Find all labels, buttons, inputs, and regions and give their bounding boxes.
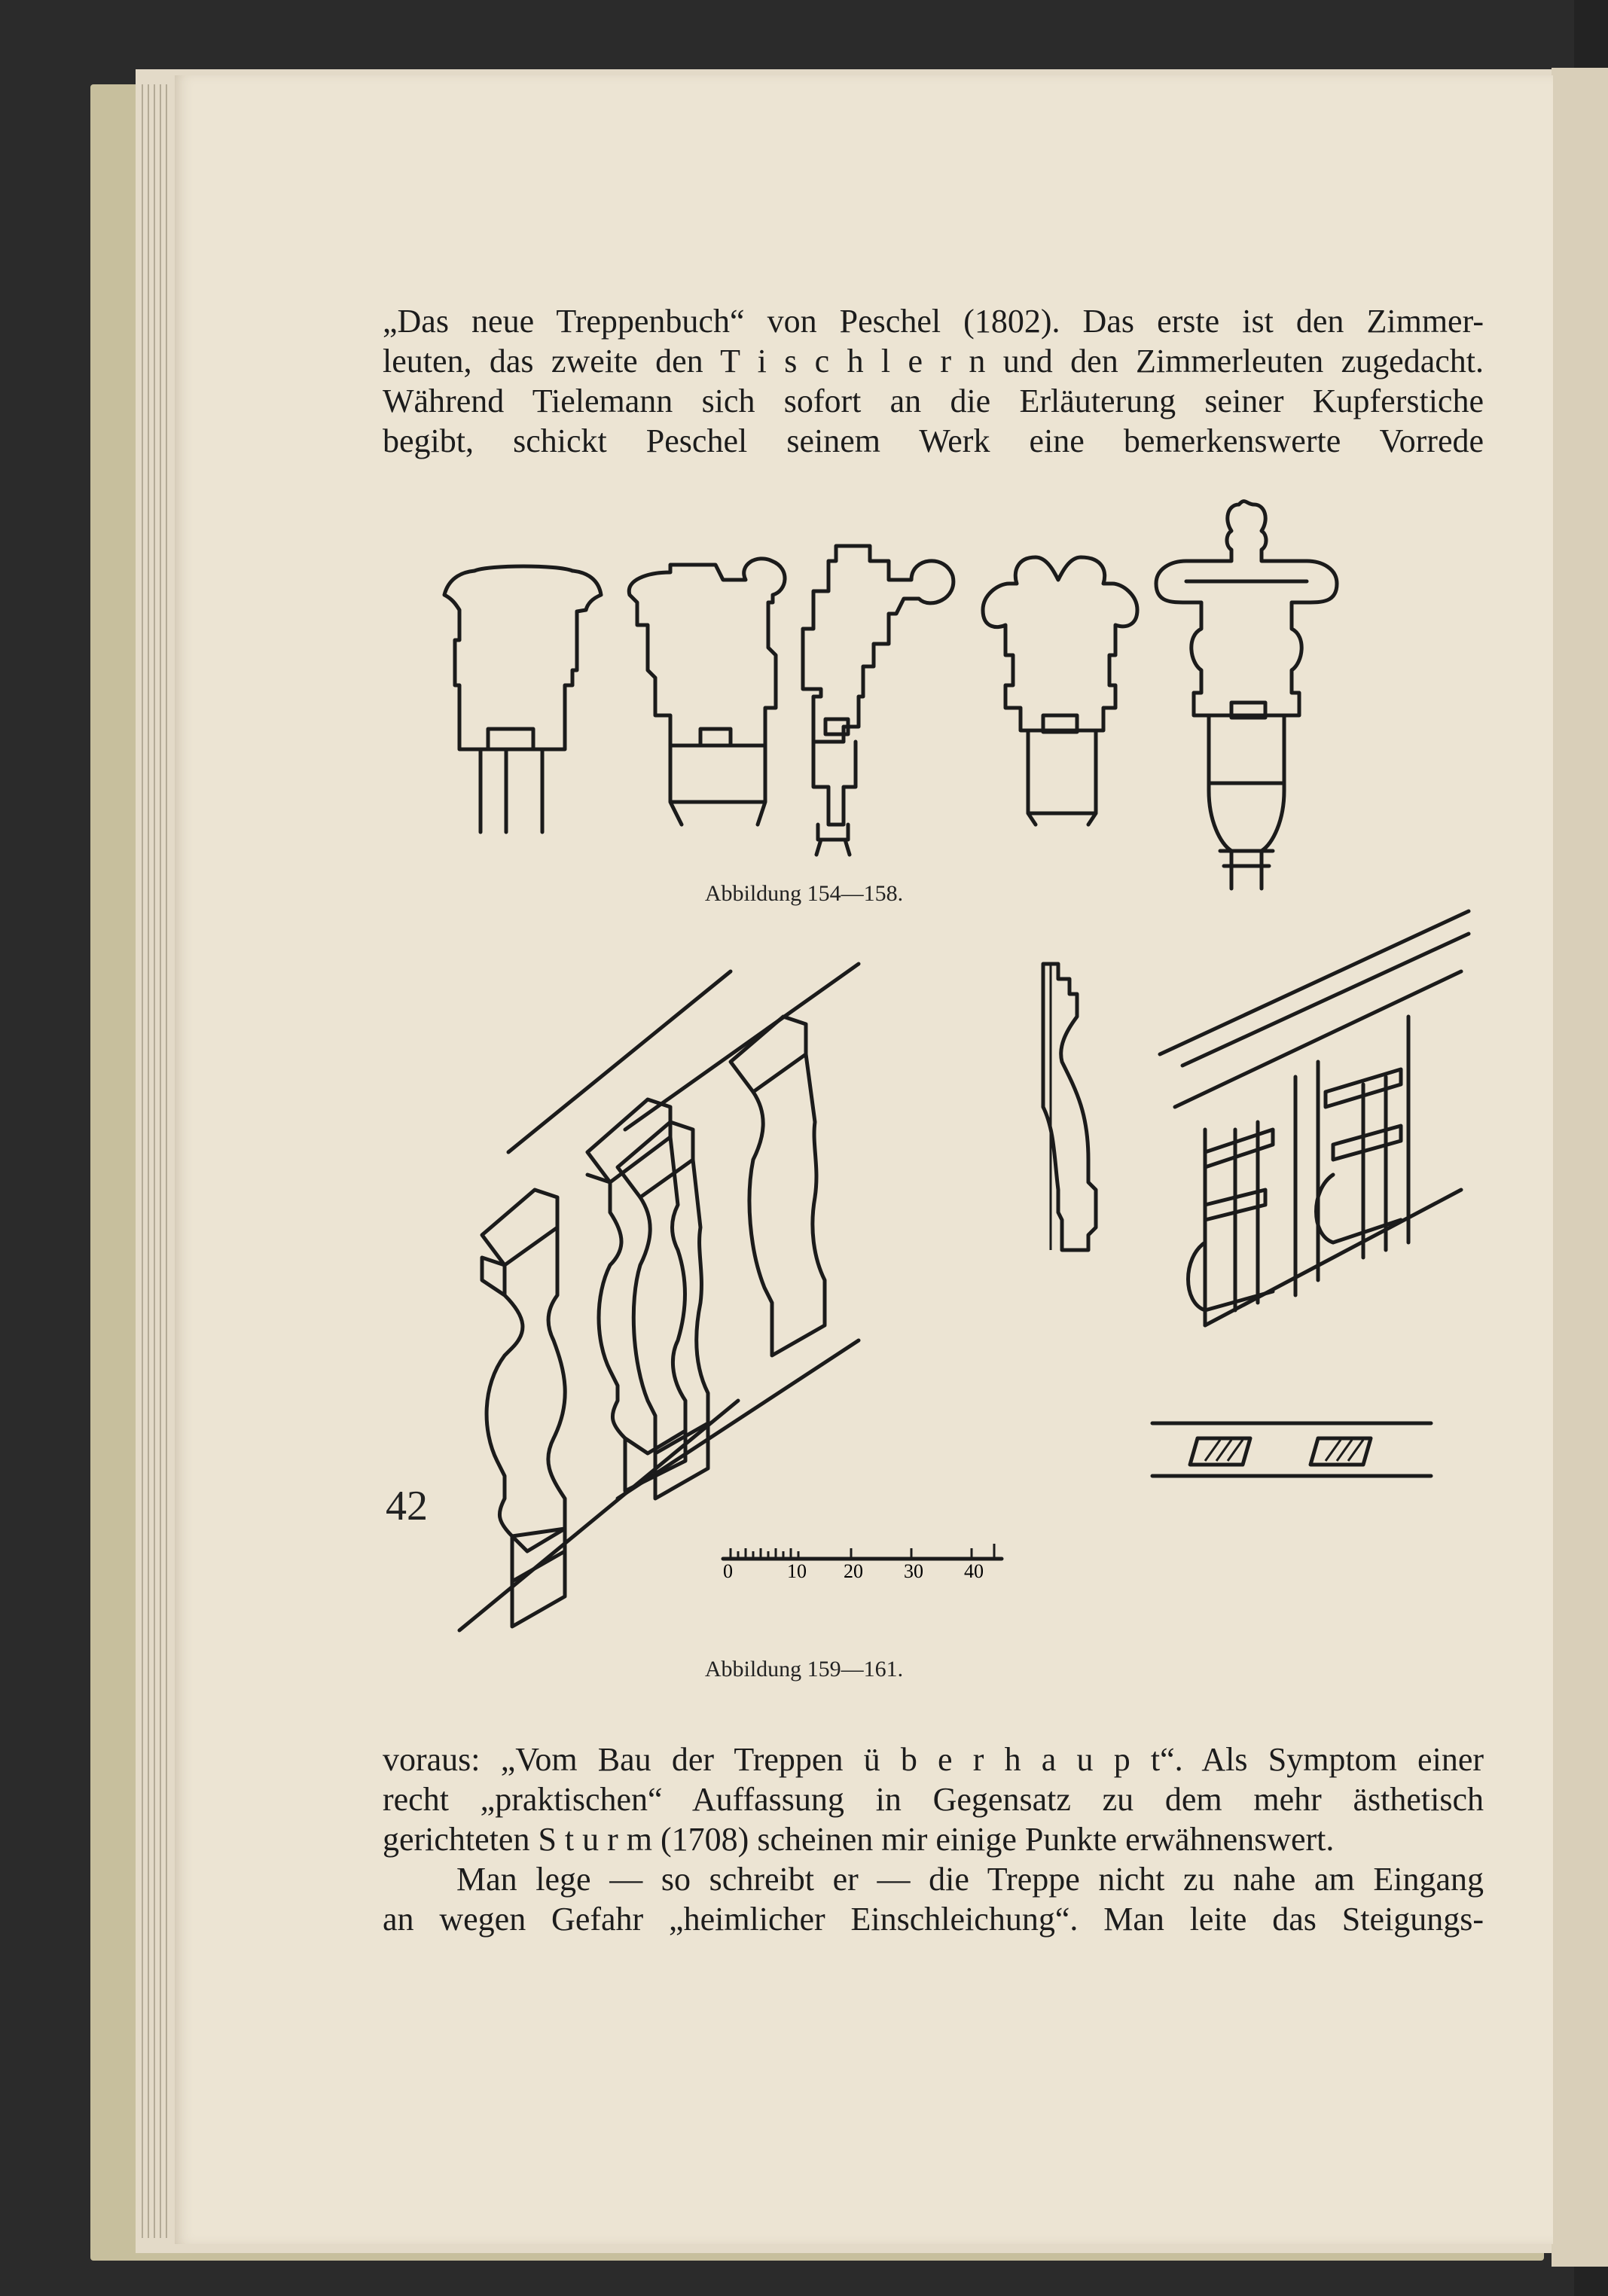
text-line: gerichteten S t u r m (1708) scheinen mir einige Punkte erwähnenswert. (383, 1821, 1335, 1858)
scale-label-10: 10 (787, 1560, 807, 1582)
facing-page-edge (1552, 68, 1608, 2267)
baluster (587, 1099, 685, 1491)
text-line: Man lege — so schreibt er — die Treppe nicht zu nahe am Eingang (456, 1861, 1484, 1898)
handrail-profile (444, 566, 601, 832)
text-line: begibt, schickt Peschel seinem Werk eine bemerkenswerte Vorrede (383, 422, 1484, 459)
text-line: Während Tielemann sich sofort an die Erläuterung seiner Kupferstiche (383, 383, 1484, 419)
top-paragraph (383, 301, 1484, 461)
scale-label-40: 40 (964, 1560, 984, 1582)
bottom-paragraph (383, 1740, 1484, 1939)
text-line: „Das neue Treppenbuch“ von Peschel (1802). Das erste ist den Zimmer- (383, 303, 1484, 340)
text-line: voraus: „Vom Bau der Treppen ü b e r h a u p t“. Als Symptom einer (383, 1741, 1484, 1778)
handrail-profile (983, 557, 1137, 825)
caption-figure-159-161: Abbildung 159—161. (704, 1657, 904, 1682)
scale-label-30: 30 (904, 1560, 923, 1582)
scale-bar (723, 1544, 1002, 1582)
text-line: recht „praktischen“ Auffassung in Gegensatz zu dem mehr ästhetisch (383, 1781, 1484, 1818)
scale-label-0: 0 (723, 1560, 733, 1582)
text-line: leuten, das zweite den T i s c h l e r n und den Zimmerleuten zugedacht. (383, 343, 1484, 380)
handrail-profile (629, 559, 785, 825)
figure-handrail-profiles (422, 474, 1484, 896)
baluster-elevation (1152, 911, 1469, 1476)
baluster-profile (1043, 964, 1096, 1250)
page-number: 42 (386, 1483, 428, 1529)
caption-figure-154-158: Abbildung 154—158. (704, 881, 904, 906)
handrail-profile (1156, 502, 1337, 889)
figure-balusters (437, 904, 1491, 1642)
scale-label-20: 20 (844, 1560, 863, 1582)
baluster (482, 1190, 565, 1627)
text-line: an wegen Gefahr „heimlicher Einschleichung“. Man leite das Steigungs- (383, 1901, 1484, 1938)
baluster (731, 1017, 825, 1355)
handrail-profile (803, 546, 954, 855)
